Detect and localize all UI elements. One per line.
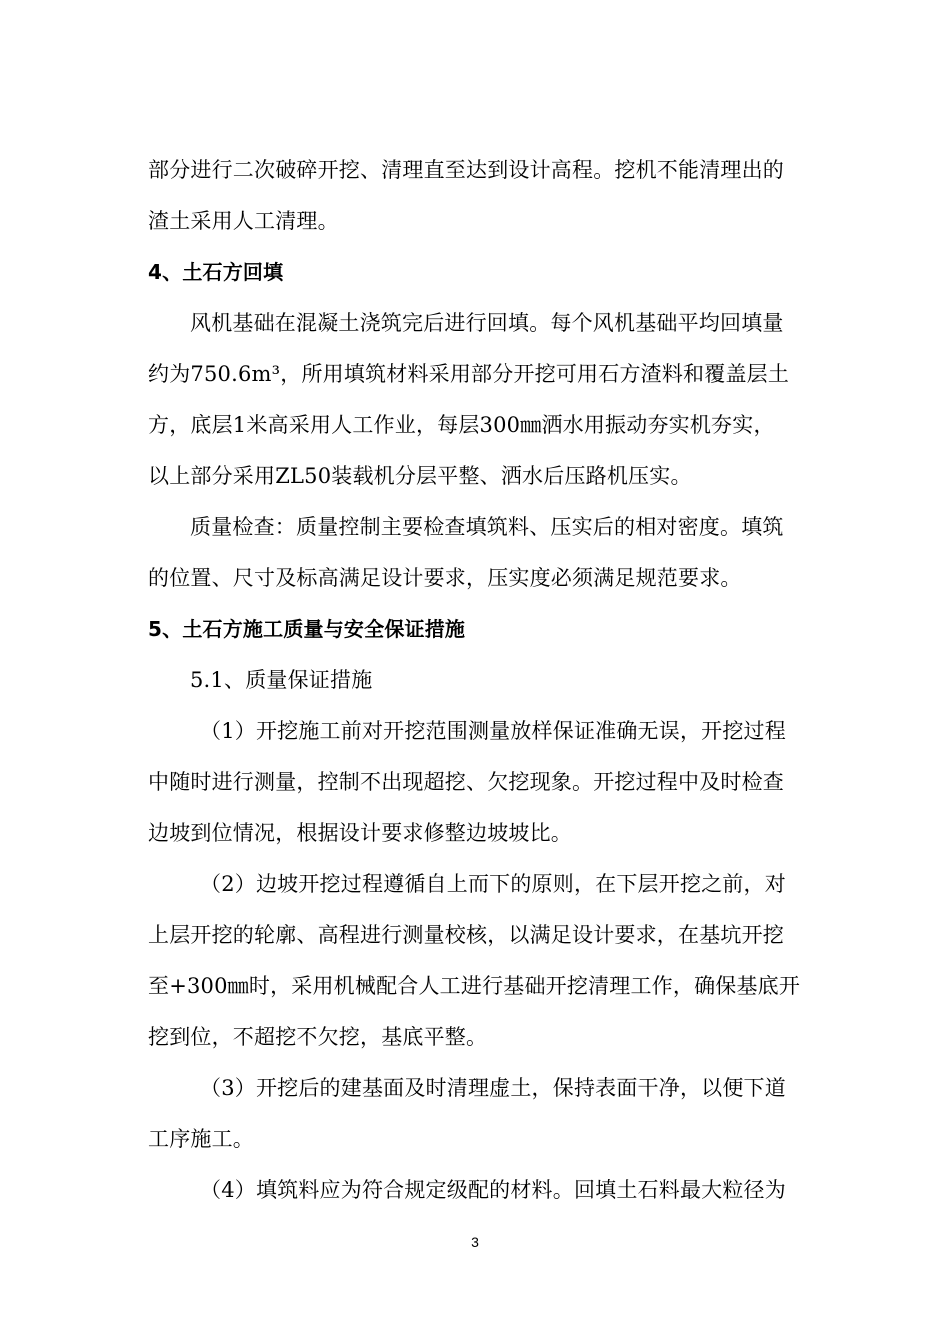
body-line: 质量检查：质量控制主要检查填筑料、压实后的相对密度。填筑 <box>190 515 784 539</box>
body-line: （4）填筑料应为符合规定级配的材料。回填土石料最大粒径为 <box>200 1178 786 1202</box>
body-line: 以上部分采用ZL50装载机分层平整、洒水后压路机压实。 <box>148 464 692 488</box>
body-line: 工序施工。 <box>148 1127 254 1151</box>
body-line: （2）边坡开挖过程遵循自上而下的原则，在下层开挖之前，对 <box>200 872 786 896</box>
body-line: 中随时进行测量，控制不出现超挖、欠挖现象。开挖过程中及时检查 <box>148 770 784 794</box>
subsection-heading-5-1: 5.1、质量保证措施 <box>190 668 373 692</box>
section-heading-4: 4、土石方回填 <box>148 260 284 284</box>
body-line: 风机基础在混凝土浇筑完后进行回填。每个风机基础平均回填量 <box>190 311 784 335</box>
section-heading-5: 5、土石方施工质量与安全保证措施 <box>148 617 466 641</box>
body-line: 方，底层1米高采用人工作业，每层300㎜洒水用振动夯实机夯实， <box>148 413 775 437</box>
body-line: （1）开挖施工前对开挖范围测量放样保证准确无误，开挖过程 <box>200 719 786 743</box>
body-line: 至+300㎜时，采用机械配合人工进行基础开挖清理工作，确保基底开 <box>148 974 801 998</box>
body-line: 挖到位，不超挖不欠挖，基底平整。 <box>148 1025 488 1049</box>
body-line: 部分进行二次破碎开挖、清理直至达到设计高程。挖机不能清理出的 <box>148 158 784 182</box>
body-line: 边坡到位情况，根据设计要求修整边坡坡比。 <box>148 821 572 845</box>
body-line: 约为750.6m³，所用填筑材料采用部分开挖可用石方渣料和覆盖层土 <box>148 362 790 386</box>
body-line: 上层开挖的轮廓、高程进行测量校核，以满足设计要求，在基坑开挖 <box>148 923 784 947</box>
body-line: 的位置、尺寸及标高满足设计要求，压实度必须满足规范要求。 <box>148 566 742 590</box>
page-number: 3 <box>471 1234 479 1250</box>
body-line: （3）开挖后的建基面及时清理虚土，保持表面干净，以便下道 <box>200 1076 786 1100</box>
body-line: 渣土采用人工清理。 <box>148 209 339 233</box>
